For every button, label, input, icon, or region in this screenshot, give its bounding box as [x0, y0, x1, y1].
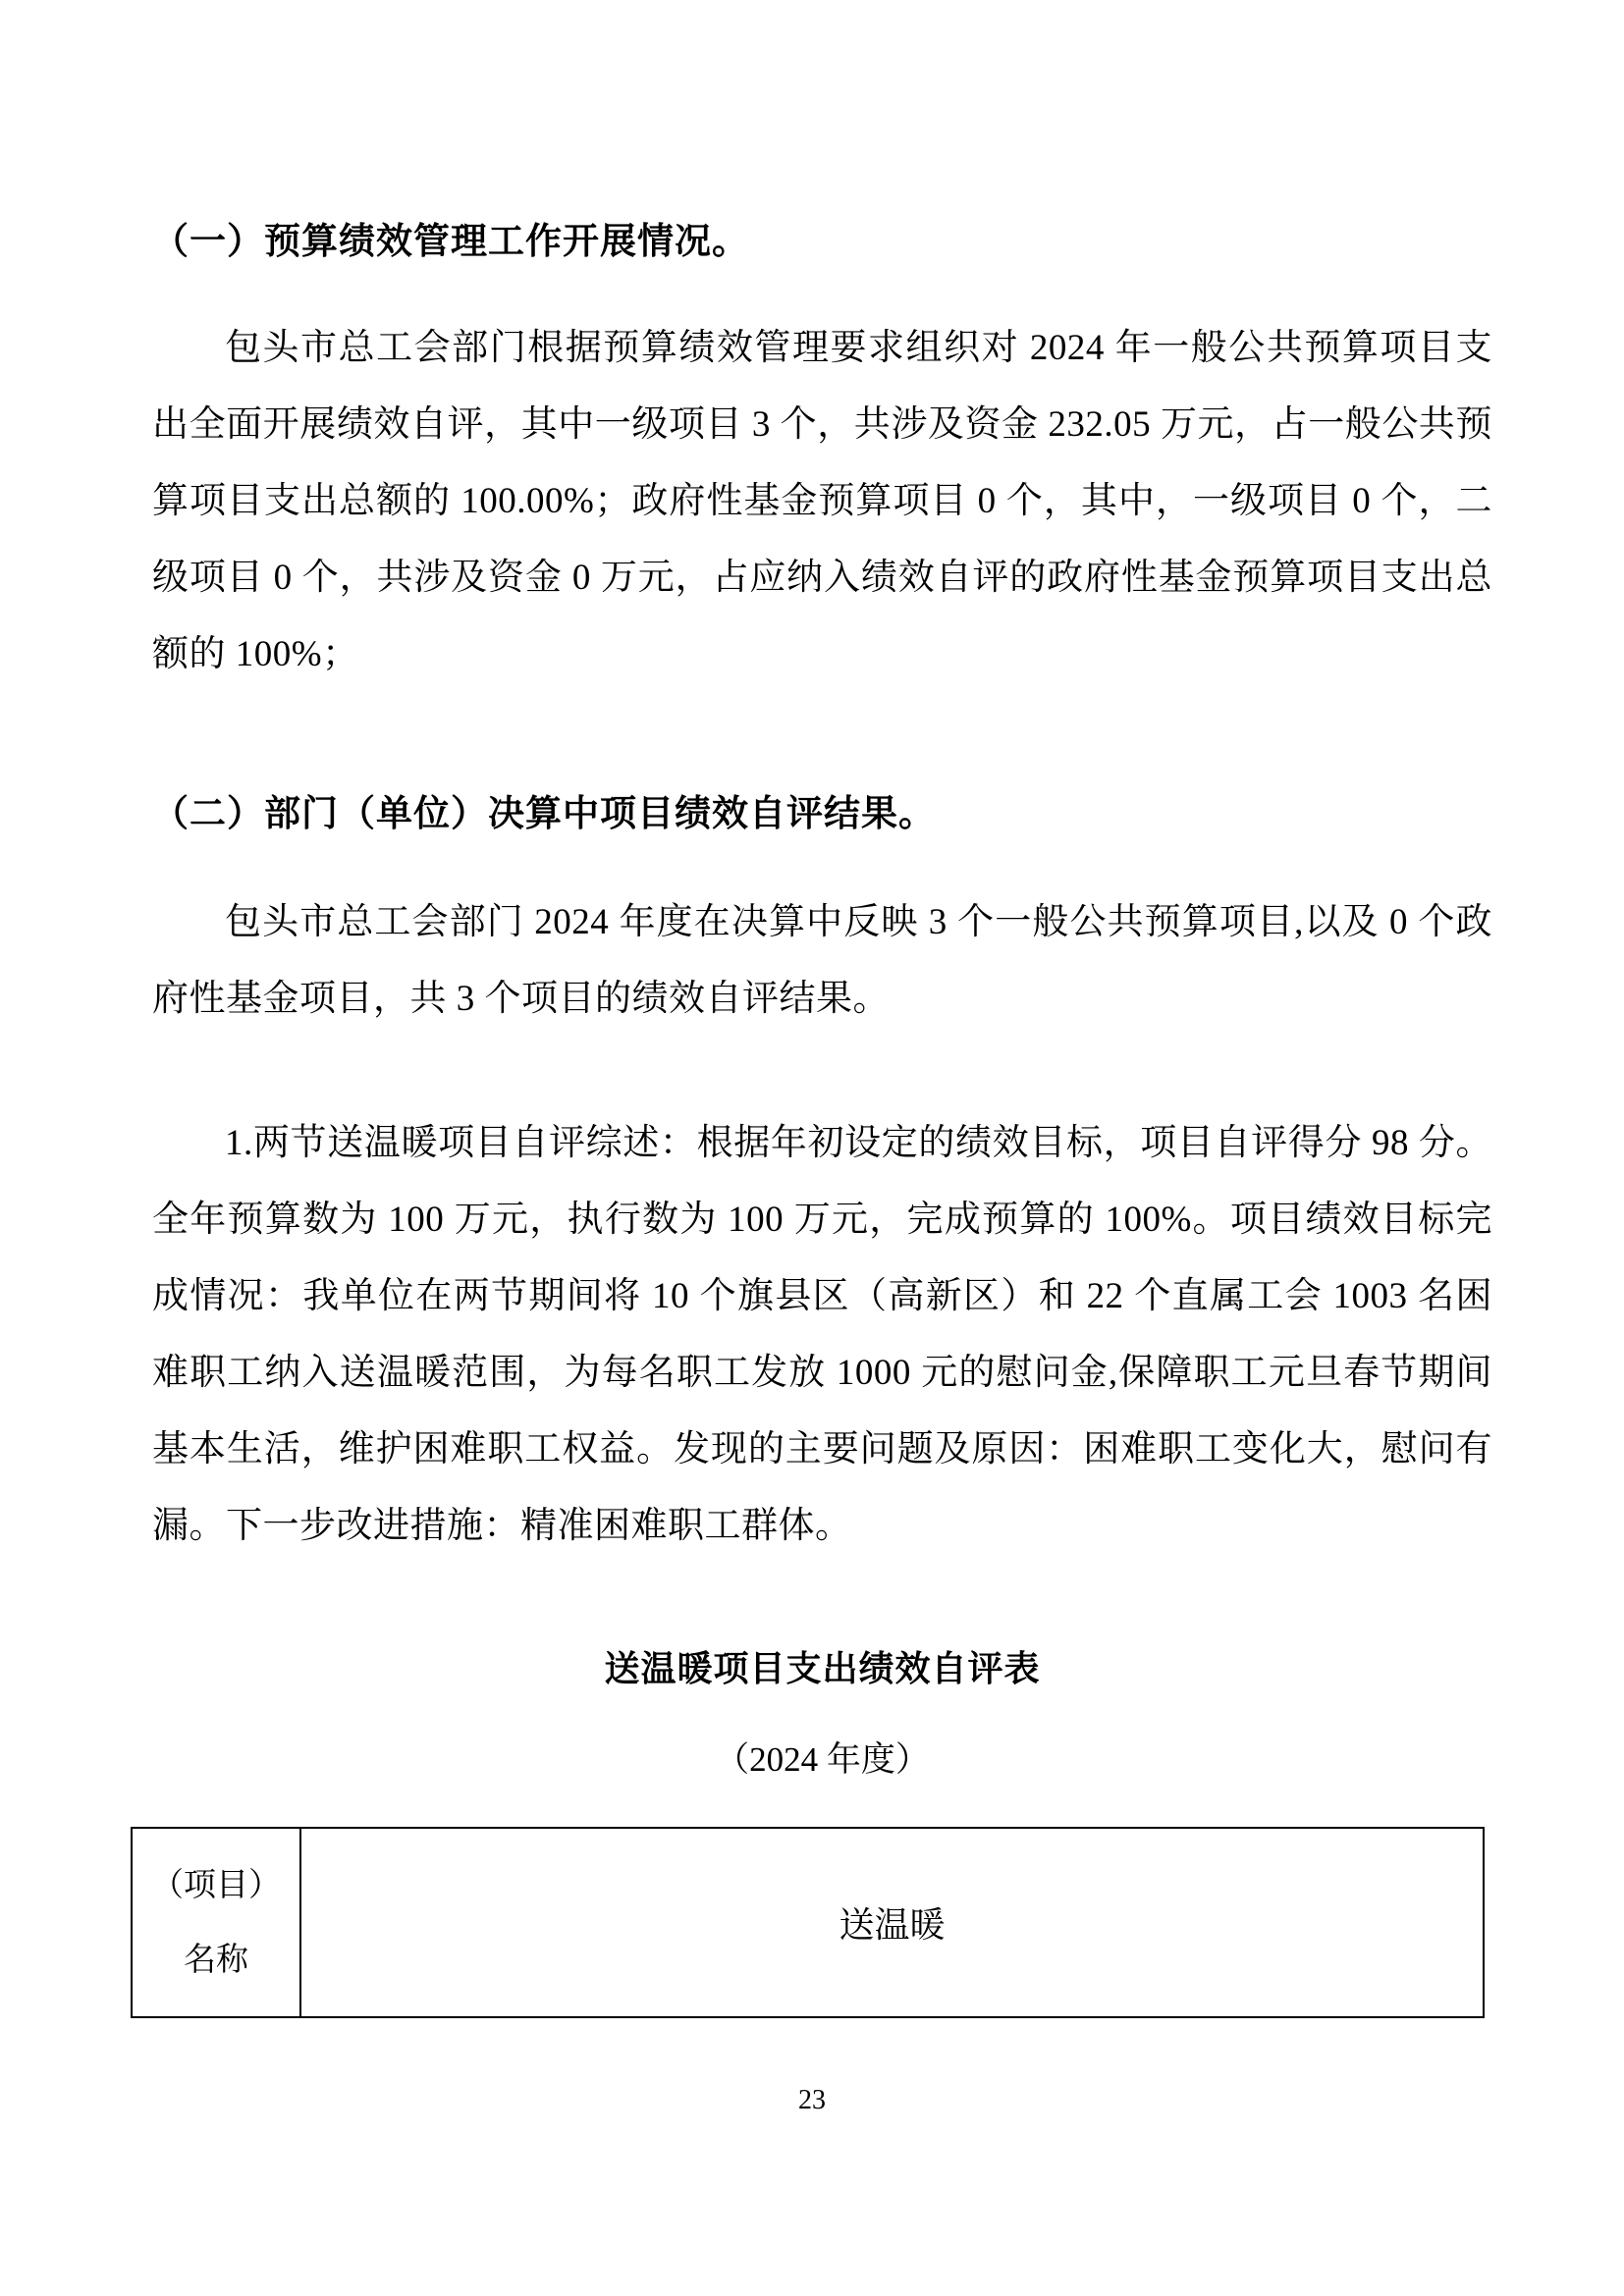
- table-cell-project-name-value: 送温暖: [300, 1828, 1484, 2017]
- project-evaluation-table: [131, 1827, 1485, 2018]
- paragraph-budget-self-evaluation: 包头市总工会部门根据预算绩效管理要求组织对 2024 年一般公共预算项目支出全面开展绩效自评，其中一级项目 3 个，共涉及资金 232.05 万元，占一般公共预算项目支出总额的 100.00%；政府性基金预算项目 0 个，其中，一级项目 0 个，二级项目 0 个，共涉及资金 0 万元，占应纳入绩效自评的政府性基金预算项目支出总额的 100%；: [152, 328, 1492, 674]
- project-name-label-line1: （项目）: [151, 1867, 281, 1903]
- project-name-label-line2: 名称: [184, 1942, 248, 1978]
- table-cell-project-name-label: [132, 1828, 300, 2017]
- section-heading-final-accounts-results: （二）部门（单位）决算中项目绩效自评结果。: [152, 794, 936, 834]
- table-subtitle-year: （2024 年度）: [715, 1740, 930, 1779]
- table-row: [132, 1828, 1484, 2017]
- table-title: 送温暖项目支出绩效自评表: [604, 1649, 1041, 1688]
- paragraph-warmth-project-summary: 1.两节送温暖项目自评综述：根据年初设定的绩效目标，项目自评得分 98 分。全年预算数为 100 万元，执行数为 100 万元，完成预算的 100%。项目绩效目标完成情况：我单位在两节期间将 10 个旗县区（高新区）和 22 个直属工会 1003 名困难职工纳入送温暖范围，为每名职工发放 1000 元的慰问金,保障职工元旦春节期间基本生活，维护困难职工权益。发现的主要问题及原因：困难职工变化大，慰问有漏。下一步改进措施：精准困难职工群体。: [152, 1123, 1492, 1546]
- paragraph-projects-reflected: 包头市总工会部门 2024 年度在决算中反映 3 个一般公共预算项目,以及 0 个政府性基金项目，共 3 个项目的绩效自评结果。: [152, 902, 1492, 1019]
- section-heading-budget-performance: （一）预算绩效管理工作开展情况。: [152, 222, 749, 262]
- page-number: 23: [798, 2085, 826, 2115]
